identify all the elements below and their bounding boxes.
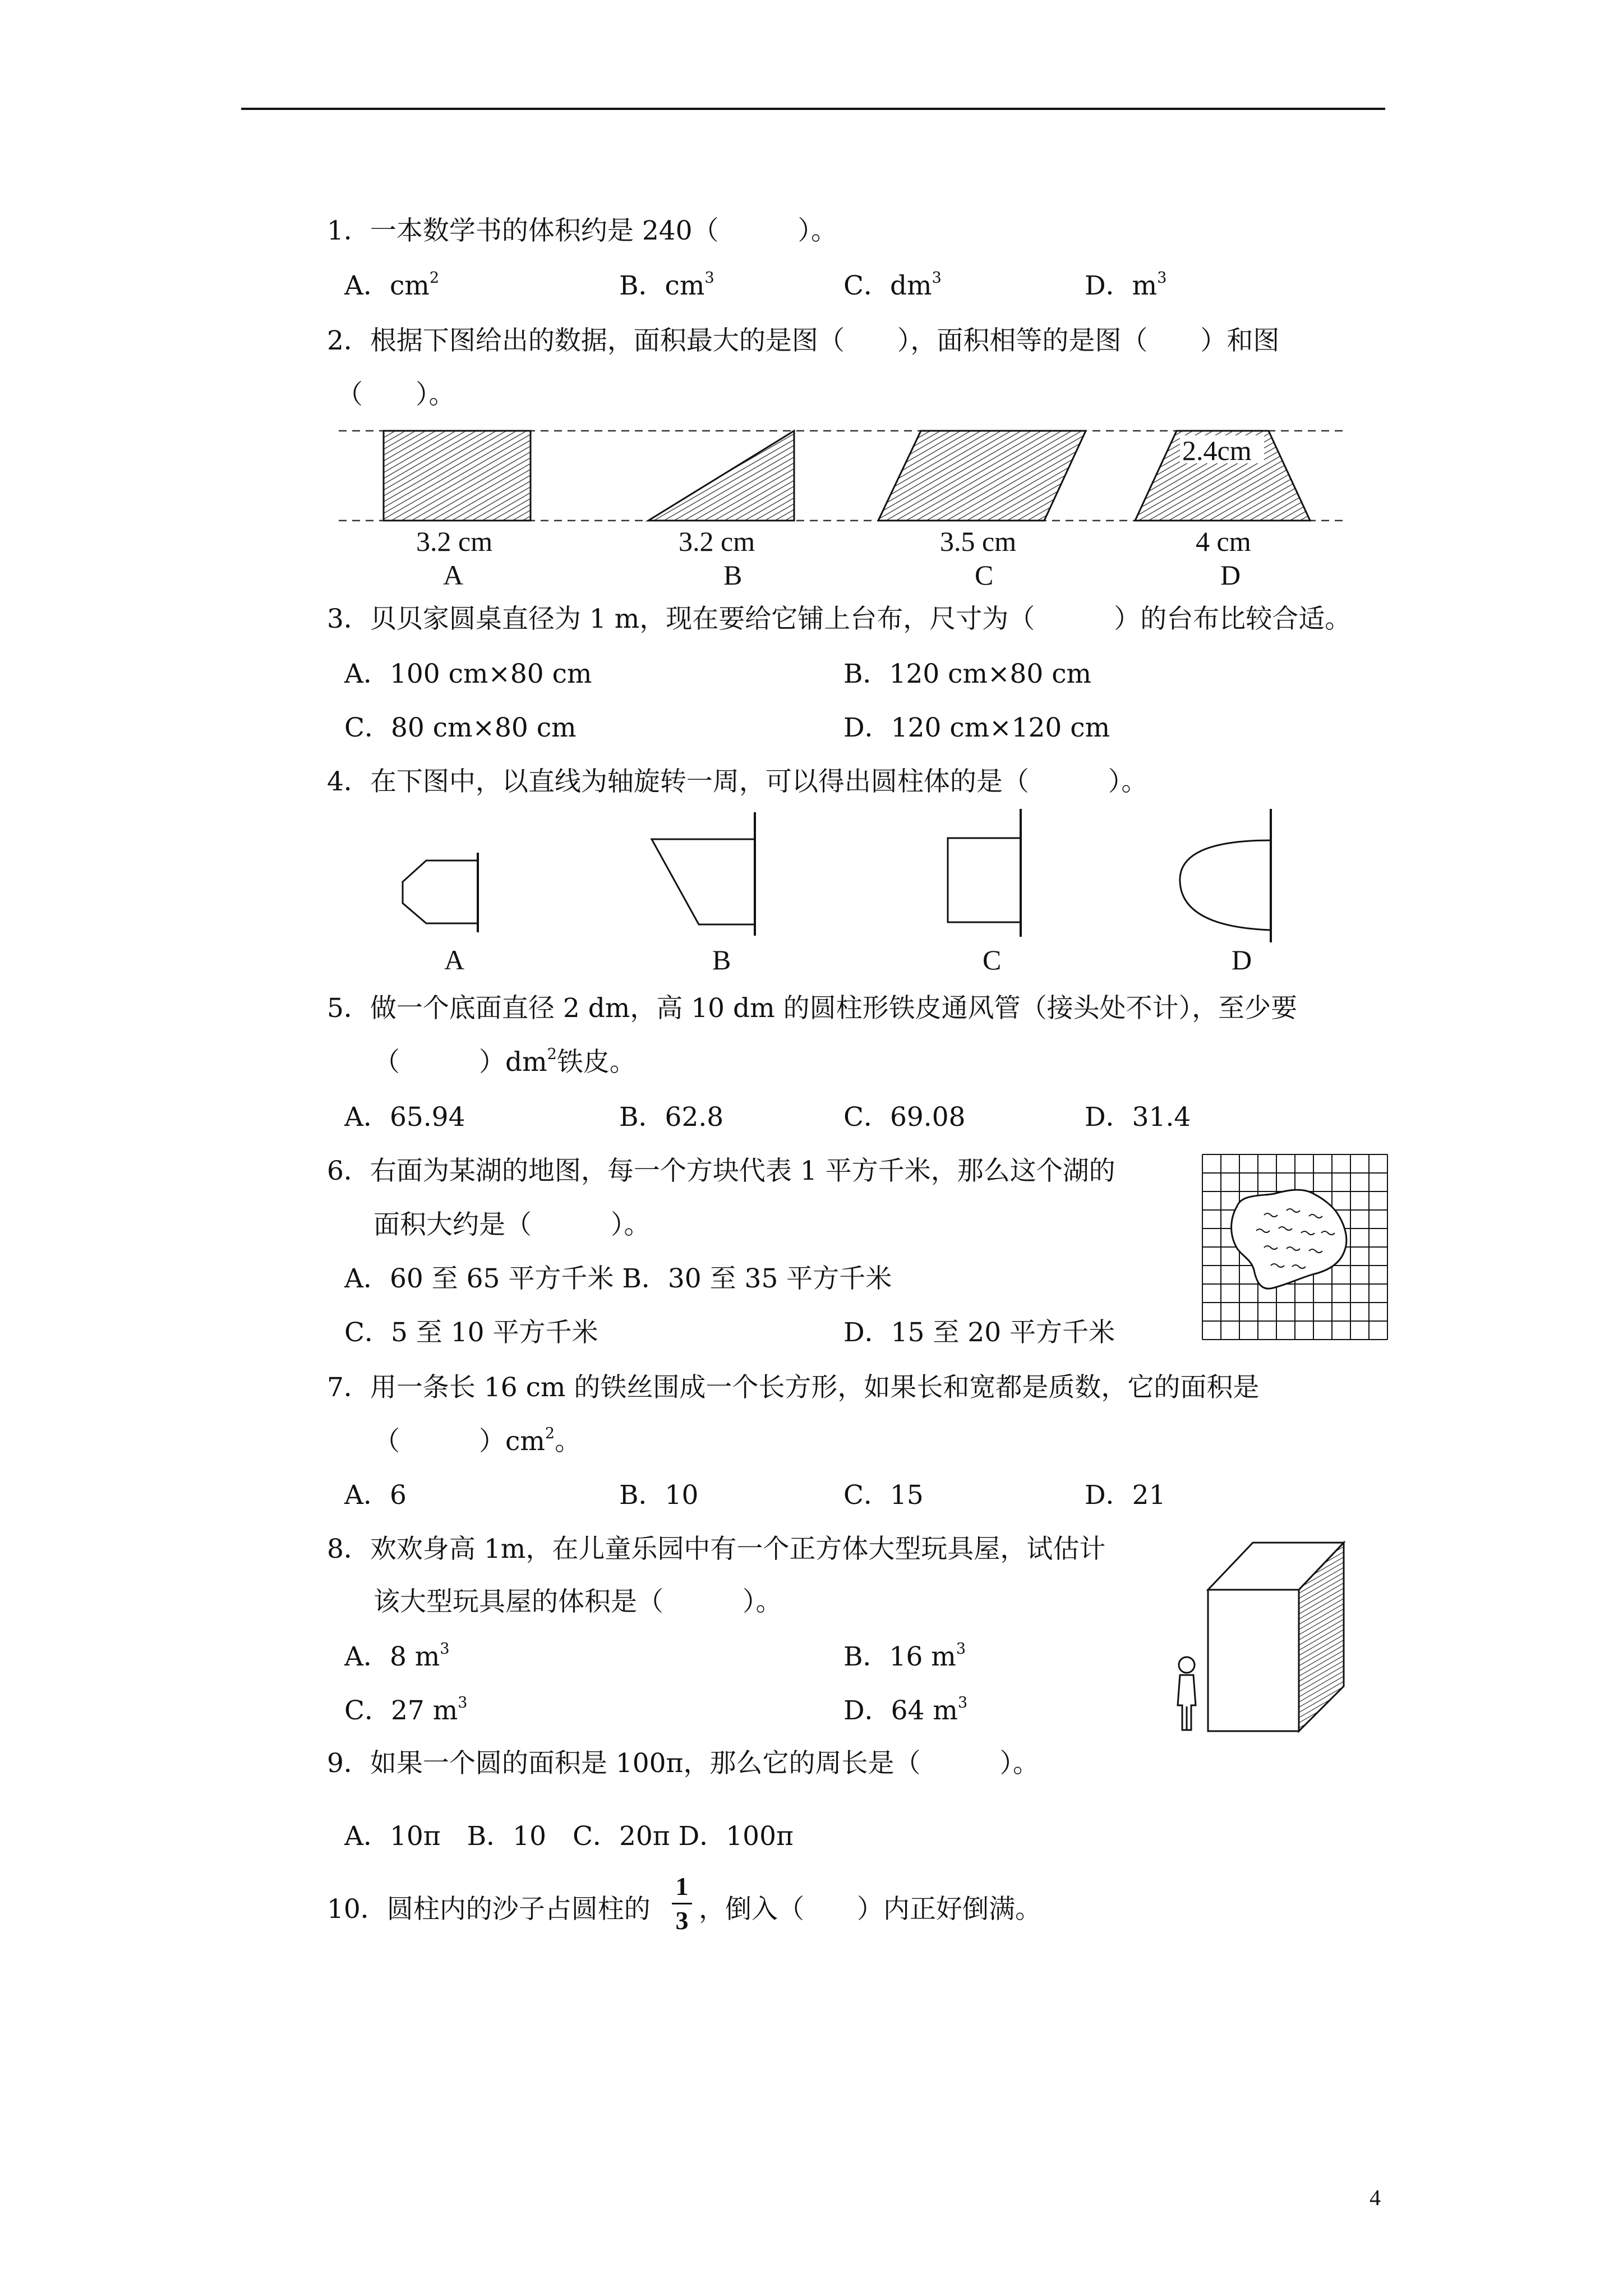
figure-c-letter: C <box>975 559 994 591</box>
figure-c-letter: C <box>983 944 1002 976</box>
question-text: 如果一个圆的面积是 100π，那么它的周长是（ ）。 <box>370 1748 1039 1779</box>
figure-d-letter: D <box>1220 559 1241 591</box>
question-10-text-post: ，倒入（ ）内正好倒满。 <box>699 1894 1041 1925</box>
question-text: 右面为某湖的地图，每一个方块代表 1 平方千米，那么这个湖的 <box>370 1156 1115 1186</box>
question-number: 1． <box>327 215 370 246</box>
cube-with-child <box>1172 1531 1396 1745</box>
fraction-denominator: 3 <box>675 1906 689 1935</box>
question-number: 6． <box>327 1156 370 1186</box>
option-a: A．65.94 <box>344 1102 465 1133</box>
option-c: C．15 <box>843 1480 924 1511</box>
question-6-line2: 面积大约是（ ）。 <box>374 1209 651 1240</box>
figure-b-measure: 3.2 cm <box>679 526 755 557</box>
question-9 <box>327 1750 1039 1777</box>
option-c: C．69.08 <box>843 1102 966 1133</box>
option-c: C．$dm^3$ <box>843 269 942 301</box>
question-number: 10． <box>327 1894 387 1925</box>
option-d: D．$m^3$ <box>1085 269 1167 301</box>
option-b: B．62.8 <box>619 1102 724 1133</box>
figure-d-top-measure: 2.4cm <box>1182 435 1252 466</box>
question-text: 圆柱内的沙子占圆柱的 <box>386 1894 651 1925</box>
question-text: 根据下图给出的数据，面积最大的是图（ ），面积相等的是图（ ）和图 <box>370 325 1280 356</box>
figure-a-measure: 3.2 cm <box>416 526 493 557</box>
question-8-line2: 该大型玩具屋的体积是（ ）。 <box>374 1586 782 1617</box>
shape-a <box>403 861 478 923</box>
cube-front <box>1208 1590 1299 1731</box>
lake-map <box>1202 1154 1387 1340</box>
question-8 <box>327 1534 1106 1565</box>
question-10 <box>327 1894 651 1925</box>
option-a-b: A．60 至 65 平方千米 B．30 至 35 平方千米 <box>344 1263 892 1294</box>
option-a: A．$cm^2$ <box>344 269 440 301</box>
question-number: 9． <box>327 1748 370 1779</box>
option-c: C．5 至 10 平方千米 <box>344 1317 598 1348</box>
figure-c-measure: 3.5 cm <box>940 526 1017 557</box>
question-number: 2． <box>327 325 370 356</box>
option-a: A．8 $m^3$ <box>344 1640 450 1672</box>
question-6 <box>327 1158 1115 1184</box>
question-number: 4． <box>327 766 370 797</box>
question-2-line2: （ ）。 <box>336 379 455 410</box>
options-line: A．10π B．10 C．20π D．100π <box>344 1821 794 1852</box>
question-number: 7． <box>327 1372 370 1403</box>
option-b: B．10 <box>619 1480 699 1511</box>
shape-c <box>948 838 1021 922</box>
option-d: D．31.4 <box>1085 1102 1191 1133</box>
figure-b-letter: B <box>712 944 731 976</box>
option-d: D．120 cm×120 cm <box>843 712 1110 743</box>
question-text: 在下图中，以直线为轴旋转一周，可以得出圆柱体的是（ ）。 <box>370 766 1148 797</box>
page-number: 4 <box>1370 2185 1381 2210</box>
figure-a-letter: A <box>443 559 464 591</box>
lake-outline <box>1232 1190 1347 1289</box>
question-text: 欢欢身高 1m，在儿童乐园中有一个正方体大型玩具屋，试估计 <box>370 1534 1106 1565</box>
question-7 <box>327 1374 1259 1401</box>
question-number: 5． <box>327 993 370 1024</box>
option-b: B．16 $m^3$ <box>843 1640 966 1672</box>
fraction-one-third <box>672 1874 692 1934</box>
question-text: 用一条长 16 cm 的铁丝围成一个长方形，如果长和宽都是质数，它的面积是 <box>370 1372 1260 1403</box>
option-c: C．80 cm×80 cm <box>344 712 577 743</box>
shape-b <box>652 839 755 924</box>
option-a: A．6 <box>344 1480 407 1511</box>
question-7-line2: （ ）$cm^2$。 <box>374 1425 582 1457</box>
question-text: 一本数学书的体积约是 240（ ）。 <box>370 215 838 246</box>
option-d: D．64 $m^3$ <box>843 1694 968 1726</box>
question-5-line2: （ ）$dm^2$铁皮。 <box>374 1046 636 1078</box>
question-number: 3． <box>327 604 370 634</box>
question-number: 8． <box>327 1534 370 1565</box>
option-b: B．120 cm×80 cm <box>843 659 1092 689</box>
option-d: D．21 <box>1085 1480 1166 1511</box>
option-d: D．15 至 20 平方千米 <box>843 1317 1115 1348</box>
figure-a-letter: A <box>444 944 465 976</box>
fraction-numerator: 1 <box>675 1872 689 1901</box>
figure-d-letter: D <box>1232 944 1252 976</box>
option-b: B．$cm^3$ <box>619 269 714 301</box>
question-text: 贝贝家圆桌直径为 1 m，现在要给它铺上台布，尺寸为（ ）的台布比较合适。 <box>370 604 1352 634</box>
figure-b-letter: B <box>723 559 743 591</box>
question-text: 做一个底面直径 2 dm，高 10 dm 的圆柱形铁皮通风管（接头处不计），至少要 <box>370 993 1298 1024</box>
option-a: A．100 cm×80 cm <box>344 659 592 689</box>
rotation-figures <box>0 0 1623 1010</box>
option-c: C．27 $m^3$ <box>344 1694 468 1726</box>
question-5 <box>327 995 1297 1022</box>
child-figure <box>1178 1657 1196 1730</box>
figure-d-measure: 4 cm <box>1196 526 1251 557</box>
shape-d <box>1180 840 1271 930</box>
